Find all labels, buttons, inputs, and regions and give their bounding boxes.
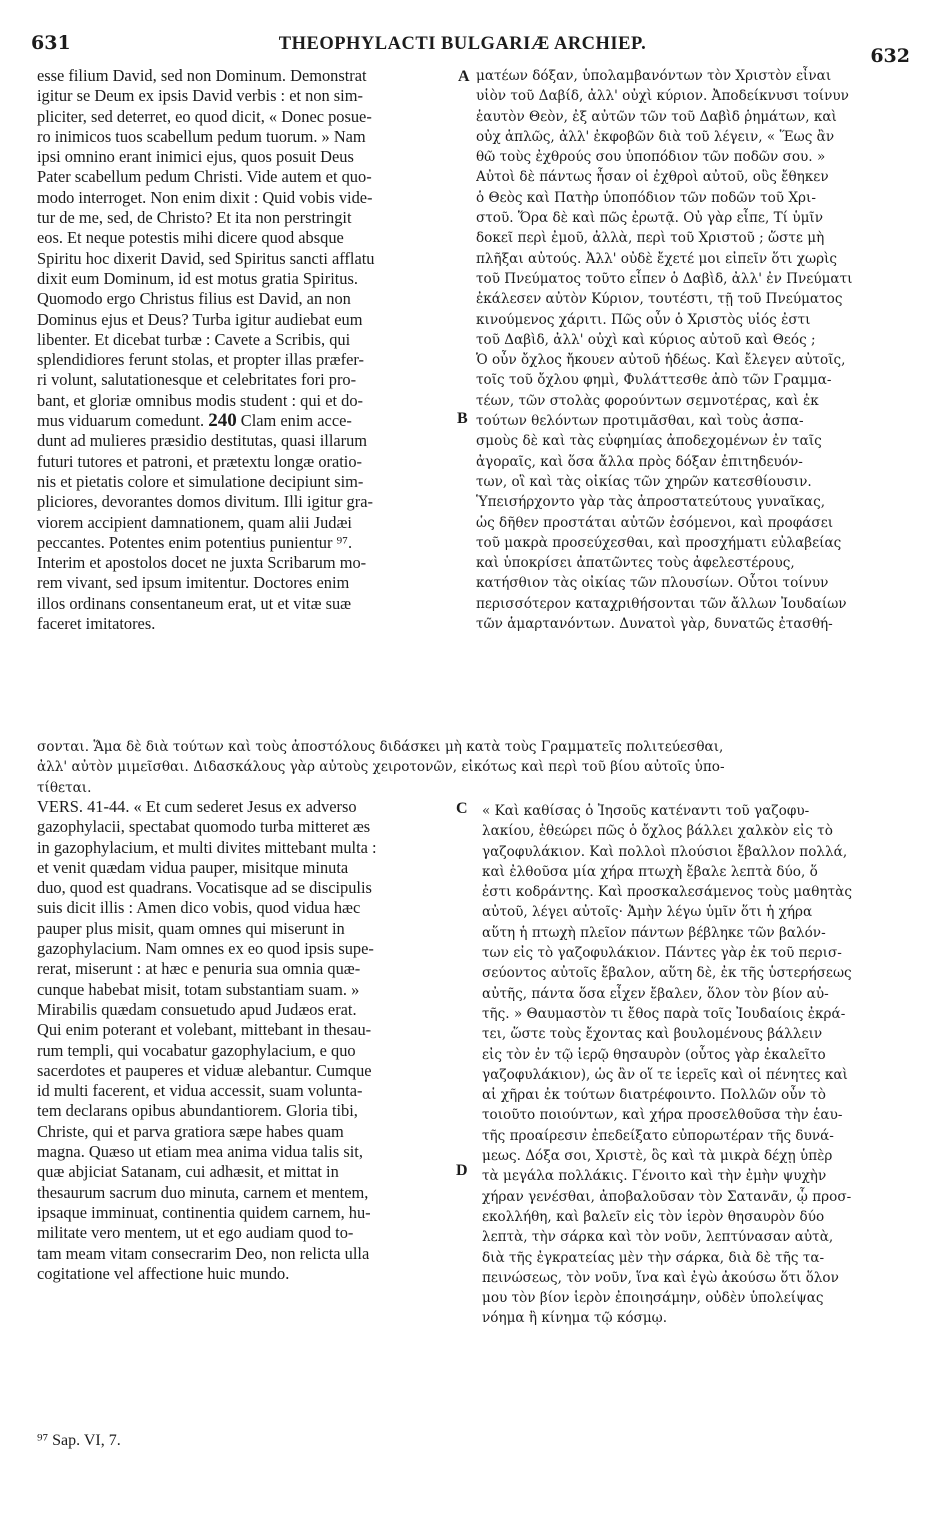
greek-text-line: περισσότερον καταχριθήσονται τῶν ἄλλων Ἰουδαίων <box>476 595 847 612</box>
latin-text-line: dunt ad mulieres præsidio destitutas, quasi illarum <box>37 431 368 451</box>
greek-text-line: γαζοφυλάκιον. Καὶ πολλοὶ πλούσιοι ἔβαλλον πολλά, <box>482 843 848 860</box>
latin-text-line: cogitatione vel affectione huic mundo. <box>37 1263 290 1283</box>
greek-text-line: των εἰς τὸ γαζοφυλάκιον. Πάντες γὰρ ἐκ τοῦ περισ- <box>482 945 842 962</box>
greek-text-line: τὰ μεγάλα πολλάκις. Γένοιτο καὶ τὴν ἐμὴν ψυχὴν <box>482 1168 827 1185</box>
greek-text-line: χήραν γενέσθαι, ἀποβαλοῦσαν τὸν Σατανᾶν, ᾧ προσ- <box>482 1188 852 1205</box>
latin-text-fragment: Clam enim acce- <box>236 411 352 431</box>
greek-text-line: δοκεῖ περὶ ἐμοῦ, ἀλλὰ, περὶ τοῦ Χριστοῦ ; ὥστε μὴ <box>476 230 825 247</box>
latin-text-line: ri volunt, salutationesque et celebritates fori pro- <box>37 370 357 390</box>
latin-text-line: gazophylacii, spectabat quomodo turba mitteret æs <box>37 817 371 837</box>
footnote: ⁹⁷ Sap. VI, 7. <box>37 1432 121 1449</box>
greek-text-line: εἰς τὸν ἐν τῷ ἱερῷ θησαυρὸν (οὗτος γὰρ ἐκαλεῖτο <box>482 1046 826 1063</box>
latin-text-line: tur de me, sed, de Christo? Et ita non perstringit <box>37 208 352 228</box>
greek-text-line: υἱὸν τοῦ Δαβίδ, ἀλλ' οὐχὶ κύριον. Ἀποδείκνυσι τοίνυν <box>476 88 849 105</box>
latin-text-line: nis et pietatis colore et simulatione decipiunt sim- <box>37 471 364 491</box>
greek-text-line: αὐτοῦ, λέγει αὐτοῖς· Ἀμὴν λέγω ὑμῖν ὅτι ἡ χήρα <box>482 904 813 921</box>
greek-text-line: πλῆξαι αὐτούς. Ἀλλ' οὐδὲ ἔχετέ μοι εἰπεῖν ὅτι χωρὶς <box>476 250 838 267</box>
greek-text-line: νόημα ἢ κίνημα τῷ κόσμῳ. <box>482 1310 668 1327</box>
page-number-left: 631 <box>31 32 71 54</box>
greek-spill-lines <box>37 737 917 798</box>
latin-text-line: Mirabilis quædam consuetudo apud Judæos erat. <box>37 999 357 1019</box>
greek-text-line: καὶ ὑποκρίσει ἀπατῶντες τοὺς ἀφελεστέρους, <box>476 555 795 572</box>
greek-text-line: των, οἳ καὶ τὰς οἰκίας τῶν χηρῶν κατεσθίουσιν. <box>476 473 812 490</box>
latin-text-line: illos ordinans consentaneum erat, ut et vitæ suæ <box>37 593 352 613</box>
latin-text-line: duo, quod est quadrans. Vocatisque ad se discipulis <box>37 878 372 898</box>
latin-text-line: sacerdotes et pauperes et viduæ alebantur. Cumque <box>37 1060 372 1080</box>
latin-text-line: viorem accipient damnationem, quam alii Judæi <box>37 512 352 532</box>
greek-text-line: αὕτη ἡ πτωχὴ πλεῖον πάντων βέβληκε τῶν βαλόν- <box>482 924 826 941</box>
latin-text-line: dixit eum Dominum, id est motus gratia Spiritus. <box>37 268 358 288</box>
greek-text-line: ἀγοραῖς, καὶ ὅσα ἄλλα πρὸς δόξαν ἐπιτηδευόν- <box>476 453 803 470</box>
greek-text-line: μεως. Δόξα σοι, Χριστὲ, ὃς καὶ τὰ μικρὰ δέχῃ ὑπὲρ <box>482 1148 833 1165</box>
greek-text-line: οὐχ ἁπλῶς, ἀλλ' ἐκφοβῶν διὰ τοῦ λέγειν, « Ἕως ἂν <box>476 128 835 145</box>
greek-text-line: τῶν ἁμαρτανόντων. Δυνατοὶ γὰρ, δυνατῶς ἐτασθή- <box>476 616 833 633</box>
greek-text-line: μου τὸν βίον ἱερὸν ἐποιησάμην, οὐδὲν ὑπολείψας <box>482 1290 824 1307</box>
greek-text-line: τῆς προαίρεσιν ἐπεδείξατο εὐπορωτέραν τῆς δυνά- <box>482 1127 834 1144</box>
latin-text-line: pauper plus misit, quam omnes qui miserunt in <box>37 918 345 938</box>
latin-text-line: magna. Quæso ut etiam mea anima vidua talis sit, <box>37 1142 363 1162</box>
latin-text-line: igitur se Deum ex ipsis David verbis : et non sim- <box>37 86 363 106</box>
latin-text-line: modo interroget. Non enim dixit : Quid vobis vide- <box>37 187 373 207</box>
margin-marker-c: C <box>456 800 468 817</box>
greek-column-section-2 <box>482 801 916 1329</box>
page-number-right: 632 <box>870 45 910 67</box>
latin-text-line: pliciter, sed deterret, eo quod dicit, « Donec posue- <box>37 106 372 126</box>
greek-text-line: τοῦ μακρὰ προσεύχεσθαι, καὶ προσχήματι εὐλαβείας <box>476 534 842 551</box>
latin-text-line: Quomodo ergo Christus filius est David, an non <box>37 289 351 309</box>
greek-text-line: ἐστι κοδράντης. Καὶ προσκαλεσάμενος τοὺς μαθητὰς <box>482 884 852 901</box>
greek-text-line: Αὐτοὶ δὲ πάντως ἦσαν οἱ ἐχθροὶ αὐτοῦ, οὓς ἔθηκεν <box>476 169 829 186</box>
latin-text-line: suis dicit illis : Amen dico vobis, quod vidua hæc <box>37 898 361 918</box>
greek-text-line: Ὑπεισήρχοντο γὰρ τὰς ἀπροστατεύτους γυναῖκας, <box>476 494 826 511</box>
greek-text-line: σονται. Ἅμα δὲ διὰ τούτων καὶ τοὺς ἀποστόλους διδάσκει μὴ κατὰ τοὺς Γραμματεῖς πολιτεύεσθαι, <box>37 739 724 755</box>
greek-text-line: τοιοῦτο ποιούντων, καὶ χήρα προσελθοῦσα τὴν ἑαυ- <box>482 1107 843 1124</box>
latin-text-line: esse filium David, sed non Dominum. Demonstrat <box>37 66 367 85</box>
greek-text-line: τίθεται. <box>37 779 92 796</box>
latin-text-line: peccantes. Potentes enim potentius punientur ⁹⁷. <box>37 532 353 552</box>
latin-text-line: thesaurum sacrum duo minuta, carnem et mentem, <box>37 1182 369 1202</box>
greek-text-line: πεινώσεως, τὸν νοῦν, ἵνα καὶ ἐγὼ ἀκούσω ὅτι ὅλον <box>482 1269 839 1286</box>
greek-text-line: Ὁ οὖν ὄχλος ἤκουεν αὐτοῦ ἡδέως. Καὶ ἔλεγεν αὐτοῖς, <box>476 352 846 369</box>
greek-text-line: ἑαυτὸν Θεὸν, ἐξ αὐτῶν τῶν τοῦ Δαβὶδ ῥημάτων, καὶ <box>476 108 837 125</box>
latin-text-line: in gazophylacium, et multi divites mittebant multa : <box>37 837 377 857</box>
greek-text-line: λακίου, ἐθεώρει πῶς ὁ ὄχλος βάλλει χαλκὸν εἰς τὸ <box>482 823 833 840</box>
greek-text-line: σεύοντος αὐτοῖς ἔβαλον, αὕτη δὲ, ἐκ τῆς ὑστερήσεως <box>482 965 852 982</box>
latin-text-line: mus viduarum comedunt. 240 Clam enim acce- <box>37 411 352 432</box>
latin-text-line: rem vivant, sed ipsum imitentur. Doctores enim <box>37 573 350 593</box>
latin-text-line: Qui enim poterant et volebant, mittebant in thesau- <box>37 1020 372 1040</box>
greek-text-line: στοῦ. Ὅρα δὲ καὶ πῶς ἐρωτᾷ. Οὐ γὰρ εἶπε, Τί ὑμῖν <box>476 210 824 227</box>
greek-text-line: γαζοφυλάκιον), ὡς ἂν οἵ τε ἱερεῖς καὶ οἱ πένητες καὶ <box>482 1066 848 1083</box>
greek-text-line: λεπτὰ, τὴν σάρκα καὶ τὸν νοῦν, λεπτύνασαν αὐτὰ, <box>482 1229 834 1246</box>
latin-text-line: Christe, qui et parva gratiora sæpe habes quam <box>37 1121 344 1141</box>
latin-text-line: id multi facerent, et vidua accessit, suam volunta- <box>37 1081 363 1101</box>
greek-text-line: κινούμενος χάριτι. Πῶς οὖν ὁ Χριστὸς υἱός ἐστι <box>476 311 811 328</box>
latin-text-line: faceret imitatores. <box>37 614 156 634</box>
latin-text-line: rum templi, qui vocabatur gazophylacium, e quo <box>37 1040 356 1060</box>
latin-text-line: tem declarans opibus abundantiorem. Gloria tibi, <box>37 1101 358 1121</box>
greek-text-line: τῆς. » Θαυμαστὸν τι ἔθος παρὰ τοῖς Ἰουδαίοις ἐκρά- <box>482 1005 846 1022</box>
latin-text-line: pliciores, devorantes domos divitum. Illi igitur gra- <box>37 492 373 512</box>
latin-text-line: militate vero mentem, ut et ego audiam quod to- <box>37 1223 354 1243</box>
latin-text-line: ipsi omnino erant inimici ejus, quos posuit Deus <box>37 147 354 167</box>
greek-text-line: τει, ὥστε τοὺς ἔχοντας καὶ βουλομένους βάλλειν <box>482 1026 823 1043</box>
margin-marker-b: B <box>457 410 468 427</box>
latin-text-line: Pater scabellum pedum Christi. Vide autem et quo- <box>37 167 372 187</box>
latin-text-line: Spiritu hoc dixerit David, sed Spiritus sancti afflatu <box>37 248 375 268</box>
greek-text-line: σμοὺς δὲ καὶ τὰς εὐφημίας ἀποδεχομένων ἐν ταῖς <box>476 433 822 450</box>
latin-text-line: tam meam vitam consecrarim Deo, non relicta ulla <box>37 1243 370 1263</box>
greek-text-line: καὶ ἐλθοῦσα μία χήρα πτωχὴ ἔβαλε λεπτὰ δύο, ὅ <box>482 863 818 880</box>
latin-text-line: et venit quædam vidua pauper, misitque minuta <box>37 857 349 877</box>
greek-text-line: ὁ Θεὸς καὶ Πατὴρ ὑποπόδιον τῶν ποδῶν τοῦ Χρι- <box>476 189 816 206</box>
margin-marker-d: D <box>456 1162 468 1179</box>
greek-text-line: ματέων δόξαν, ὑπολαμβανόντων τὸν Χριστὸν εἶναι <box>476 68 832 84</box>
greek-text-line: εκολλήθη, καὶ βαλεῖν εἰς τὸν ἱερὸν θησαυρὸν δύο <box>482 1208 825 1225</box>
greek-text-line: διὰ τῆς ἐγκρατείας μὲν τὴν σάρκα, διὰ δὲ τῆς τα- <box>482 1249 825 1266</box>
greek-text-line: τούτων θελόντων προτιμᾶσθαι, καὶ τοὺς ἀσπα- <box>476 413 804 430</box>
latin-text-line: gazophylacium. Nam omnes ex eo quod ipsis supe- <box>37 939 374 959</box>
latin-text-line: Dominus ejus et Deus? Turba igitur audiebat eum <box>37 309 363 329</box>
latin-text-line: ro inimicos tuos scabellum pedum tuorum. » Nam <box>37 126 366 146</box>
latin-text-line: splendidiores ferunt stolas, et propter illas præfer- <box>37 350 364 370</box>
greek-text-line: ἀλλ' αὐτὸν μιμεῖσθαι. Διδασκάλους γὰρ αὐτοὺς χειροτονῶν, εἰκότως καὶ περὶ τοῦ βίου αὐτοῖς ὑπο- <box>37 759 725 776</box>
greek-text-line: « Καὶ καθίσας ὁ Ἰησοῦς κατέναντι τοῦ γαζοφυ- <box>482 803 810 819</box>
greek-text-line: τέων, τῶν στολὰς φορούντων σεμνοτέρας, καὶ ἐκ <box>476 392 819 409</box>
latin-text-line: futuri tutores et patroni, et prætextu longæ oratio- <box>37 451 363 471</box>
greek-text-line: ὡς δῆθεν προστάται αὐτῶν ἐσόμενοι, καὶ προφάσει <box>476 514 834 531</box>
latin-column-section-2 <box>37 797 453 1284</box>
margin-marker-a: A <box>458 68 470 85</box>
latin-text-line: bant, et gloriæ omnibus modis student : qui et do- <box>37 390 363 410</box>
latin-text-line: ipsaque imminuat, continentia quidem carnem, hu- <box>37 1202 371 1222</box>
greek-column-section-1 <box>476 66 916 634</box>
greek-text-line: τοῦ Πνεύματος τοῦτο εἶπεν ὁ Δαβὶδ, ἀλλ' ἐν Πνεύματι <box>476 270 853 287</box>
greek-text-line: αὐτῆς, πάντα ὅσα εἶχεν ἔβαλεν, ὅλον τὸν βίον αὐ- <box>482 985 829 1002</box>
column-reference-number: 240 <box>208 411 237 432</box>
greek-text-line: θῶ τοὺς ἐχθρούς σου ὑποπόδιον τῶν ποδῶν σου. » <box>476 149 826 166</box>
page-header <box>0 30 925 66</box>
latin-text-line: VERS. 41-44. « Et cum sederet Jesus ex adverso <box>37 797 357 816</box>
latin-text-line: eos. Et neque potestis mihi dicere quod absque <box>37 228 344 248</box>
greek-text-line: ἐκάλεσεν αὐτὸν Κύριον, τουτέστι, τῇ τοῦ Πνεύματος <box>476 291 843 308</box>
greek-text-line: κατήσθιον τὰς οἰκίας τῶν πλουσίων. Οὗτοι τοίνυν <box>476 575 829 592</box>
greek-text-line: αἱ χῆραι ἐκ τούτων διατρέφοιντο. Πολλῶν οὖν τὸ <box>482 1087 826 1104</box>
latin-text-line: Interim et apostolos docet ne juxta Scribarum mo- <box>37 553 367 573</box>
latin-text-line: cunque habebat misit, totam substantiam suam. » <box>37 979 360 999</box>
latin-text-line: libenter. Et dicebat turbæ : Cavete a Scribis, qui <box>37 329 351 349</box>
latin-text-line: rerat, miserunt : at hæc e penuria sua omnia quæ- <box>37 959 361 979</box>
greek-text-line: τοῦ Δαβὶδ, ἀλλ' οὐχὶ καὶ κύριος αὐτοῦ καὶ Θεός ; <box>476 331 816 348</box>
latin-column-section-1 <box>37 66 453 634</box>
running-title: THEOPHYLACTI BULGARIÆ ARCHIEP. <box>278 34 647 54</box>
latin-text-line: quæ abjiciat Satanam, cui adhæsit, et mittat in <box>37 1162 339 1182</box>
greek-text-line: τοῖς τοῦ ὄχλου φημὶ, Φυλάττεσθε ἀπὸ τῶν Γραμμα- <box>476 372 832 389</box>
